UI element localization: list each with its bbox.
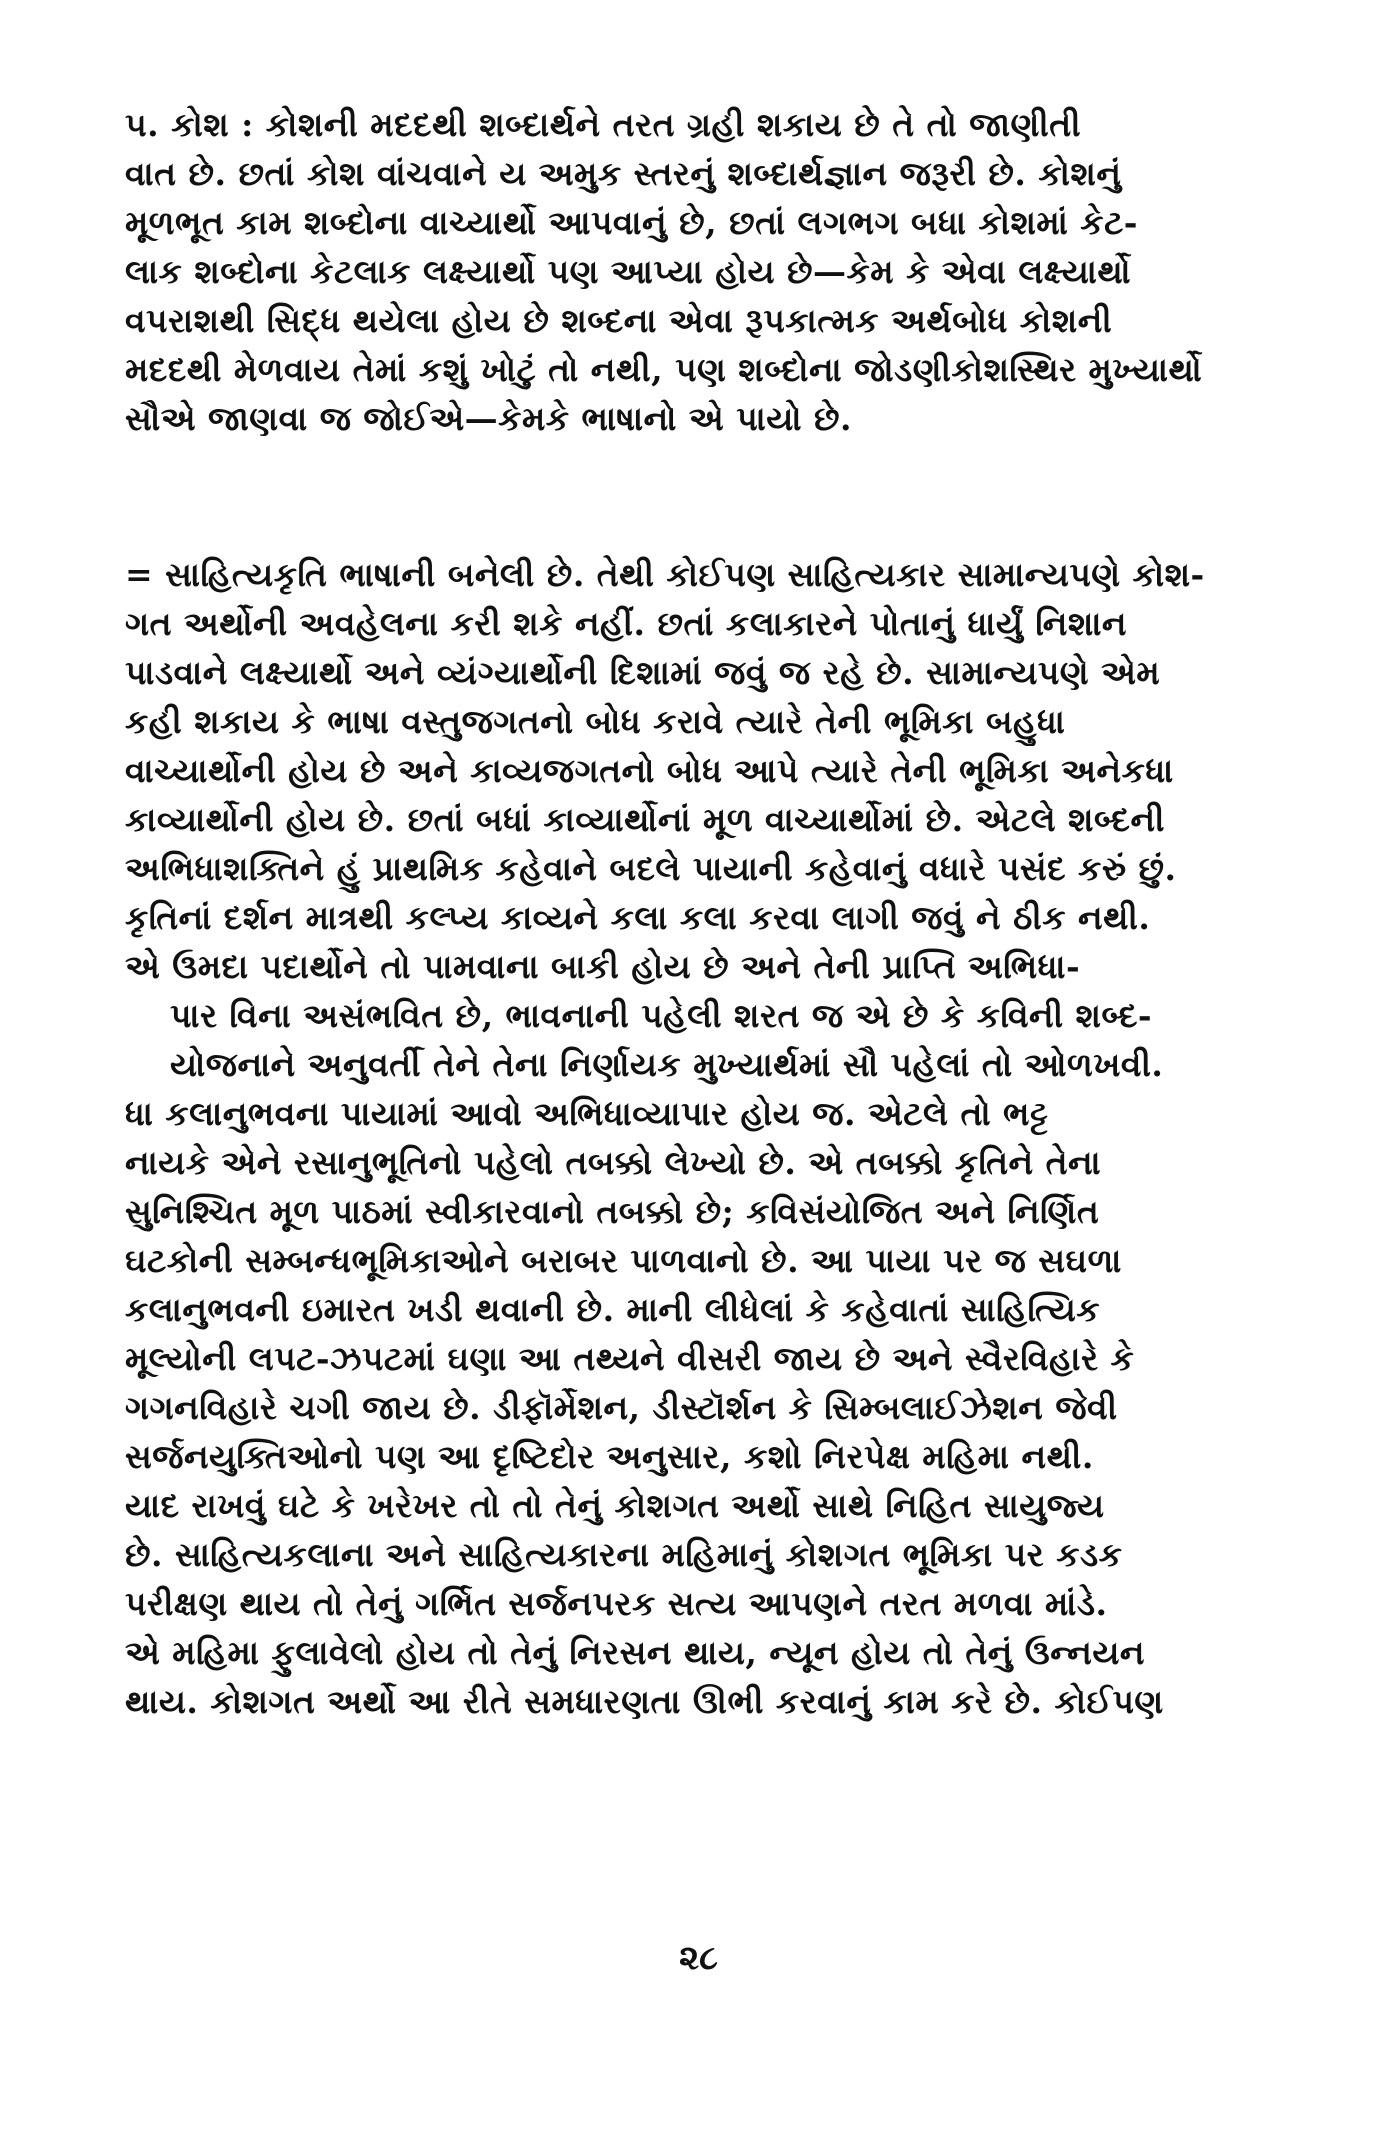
text-line: અભિધાશક્તિને હું પ્રાથમિક કહેવાને બદલે પાયાની કહેવાનું વધારે પસંદ કરું છું.: [125, 849, 1177, 888]
text-line: વપરાશથી સિદ્ધ થયેલા હોય છે શબ્દના એવા રૂપકાત્મક અર્થબોધ કોશની: [125, 301, 1113, 340]
text-line: સૌએ જાણવા જ જોઈએ—કેમકે ભાષાનો એ પાયો છે.: [125, 399, 852, 438]
text-line: કલાનુભવની ઇમારત ખડી થવાની છે. માની લીધેલાં કે કહેવાતાં સાહિત્યિક: [125, 1290, 1101, 1329]
text-line: નાયકે એને રસાનુભૂતિનો પહેલો તબક્કો લેખ્યો છે. એ તબક્કો કૃતિને તેના: [125, 1143, 1102, 1182]
text-line: મૂલ્યોની લપટ-ઝપટમાં ઘણા આ તથ્યને વીસરી જાય છે અને સ્વૈરવિહારે કે: [125, 1339, 1135, 1378]
text-line: એ મહિમા ફુલાવેલો હોય તો તેનું નિરસન થાય, ન્યૂન હોય તો તેનું ઉન્નયન: [125, 1633, 1145, 1672]
text-line: થાય. કોશગત અર્થો આ રીતે સમધારણતા ઊભી કરવાનું કામ કરે છે. કોઈપણ: [125, 1682, 1164, 1721]
paragraph-kosh: [125, 100, 1275, 443]
text-line: સર્જનયુક્તિઓનો પણ આ દૃષ્ટિદોર અનુસાર, કશો નિરપેક્ષ મહિમા નથી.: [125, 1437, 1094, 1476]
text-line: વાત છે. છતાં કોશ વાંચવાને ય અમુક સ્તરનું શબ્દાર્થજ્ઞાન જરૂરી છે. કોશનું: [125, 154, 1122, 193]
text-line: પાર વિના અસંભવિત છે, ભાવનાની પહેલી શરત જ એ છે કે કવિની શબ્દ-: [170, 996, 1153, 1035]
text-line: યાદ રાખવું ઘટે કે ખરેખર તો તો તેનું કોશગત અર્થો સાથે નિહિત સાયુજ્ય: [125, 1486, 1105, 1525]
text-line: છે. સાહિત્યકલાના અને સાહિત્યકારના મહિમાનું કોશગત ભૂમિકા પર કડક: [125, 1535, 1123, 1574]
text-line: ઘટકોની સમ્બન્ધભૂમિકાઓને બરાબર પાળવાનો છે. આ પાયા પર જ સઘળા: [125, 1241, 1122, 1280]
text-line: એ ઉમદા પદાર્થોને તો પામવાના બાકી હોય છે અને તેની પ્રાપ્તિ અભિધા-: [125, 947, 1081, 986]
text-line: પાડવાને લક્ષ્યાર્થો અને વ્યંગ્યાર્થોની દિશામાં જવું જ રહે છે. સામાન્યપણે એમ: [125, 653, 1161, 692]
text-line: ગગનવિહારે ચગી જાય છે. ડીફૉર્મેશન, ડીસ્ટૉર્શન કે સિમ્બલાઈઝેશન જેવી: [125, 1388, 1118, 1427]
text-line: ૫. કોશ : કોશની મદદથી શબ્દાર્થને તરત ગ્રહી શકાય છે તે તો જાણીતી: [125, 105, 1082, 144]
paragraph-sahityakruti: [125, 550, 1275, 1726]
text-line: ધા કલાનુભવના પાયામાં આવો અભિધાવ્યાપાર હોય જ. એટલે તો ભટ્ટ: [125, 1094, 1049, 1133]
text-line: પરીક્ષણ થાય તો તેનું ગર્ભિત સર્જનપરક સત્ય આપણને તરત મળવા માંડે.: [125, 1584, 1108, 1623]
text-line: = સાહિત્યકૃતિ ભાષાની બનેલી છે. તેથી કોઈપણ સાહિત્યકાર સામાન્યપણે કોશ-: [125, 555, 1205, 594]
text-line: સુનિશ્ચિત મૂળ પાઠમાં સ્વીકારવાનો તબક્કો છે; કવિસંયોજિત અને નિર્ણિત: [125, 1192, 1100, 1231]
page-number: ૨૮: [679, 1938, 718, 1978]
text-line: યોજનાને અનુવર્તી તેને તેના નિર્ણાયક મુખ્યાર્થમાં સૌ પહેલાં તો ઓળખવી.: [170, 1045, 1164, 1084]
text-line: કાવ્યાર્થોની હોય છે. છતાં બધાં કાવ્યાર્થોનાં મૂળ વાચ્યાર્થોમાં છે. એટલે શબ્દની: [125, 800, 1165, 839]
text-line: મૂળભૂત કામ શબ્દોના વાચ્યાર્થો આપવાનું છે, છતાં લગભગ બધા કોશમાં કેટ-: [125, 203, 1138, 242]
text-line: વાચ્યાર્થોની હોય છે અને કાવ્યજગતનો બોધ આપે ત્યારે તેની ભૂમિકા અનેકધા: [125, 751, 1174, 790]
text-line: લાક શબ્દોના કેટલાક લક્ષ્યાર્થો પણ આપ્યા હોય છે—કેમ કે એવા લક્ષ્યાર્થો: [125, 252, 1132, 291]
text-line: કૃતિનાં દર્શન માત્રથી કલ્પ્ય કાવ્યને કલા કલા કરવા લાગી જવું ને ઠીક નથી.: [125, 898, 1151, 937]
text-line: ગત અર્થોની અવહેલના કરી શકે નહીં. છતાં કલાકારને પોતાનું ધાર્યું નિશાન: [125, 604, 1128, 643]
text-line: મદદથી મેળવાય તેમાં કશું ખોટું તો નથી, પણ શબ્દોના જોડણીકોશસ્થિર મુખ્યાર્થો: [125, 350, 1203, 389]
text-line: કહી શકાય કે ભાષા વસ્તુજગતનો બોધ કરાવે ત્યારે તેની ભૂમિકા બહુધા: [125, 702, 1066, 741]
